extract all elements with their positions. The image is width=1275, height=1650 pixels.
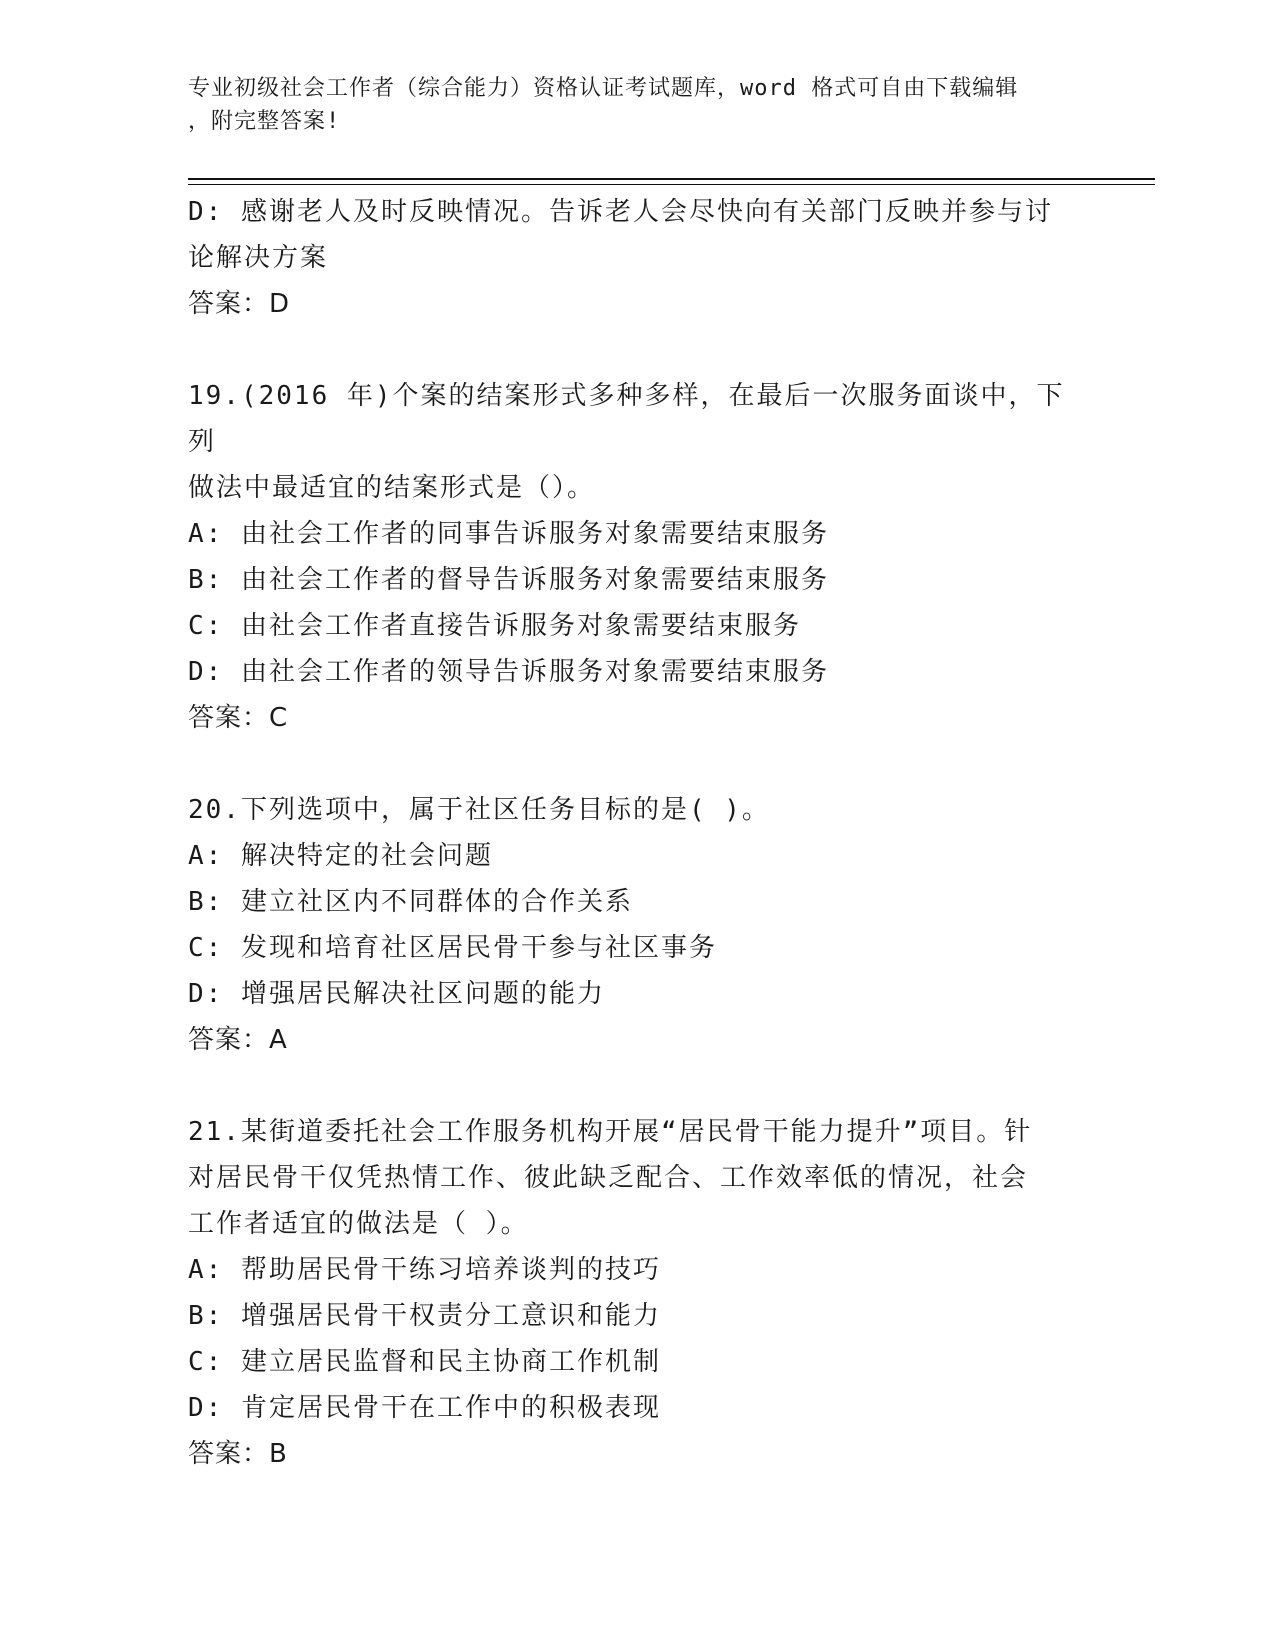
question-stem: 对居民骨干仅凭热情工作、彼此缺乏配合、工作效率低的情况，社会 <box>188 1163 1029 1193</box>
spacer <box>188 327 1088 373</box>
header-line-2: ，附完整答案! <box>188 109 341 134</box>
header-divider-thick <box>188 178 1155 180</box>
question-stem: 工作者适宜的做法是（ ）。 <box>188 1209 529 1239</box>
option-b: B: 增强居民骨干权责分工意识和能力 <box>188 1301 661 1331</box>
spacer <box>188 1063 1088 1109</box>
header-divider-thin <box>188 184 1155 185</box>
option-d: D: 增强居民解决社区问题的能力 <box>188 979 605 1009</box>
option-d: D: 感谢老人及时反映情况。告诉老人会尽快向有关部门反映并参与讨 <box>188 197 1053 227</box>
option-b: B: 建立社区内不同群体的合作关系 <box>188 887 633 917</box>
option-b: B: 由社会工作者的督导告诉服务对象需要结束服务 <box>188 565 829 595</box>
question-stem: 做法中最适宜的结案形式是（）。 <box>188 473 596 503</box>
option-a: A: 帮助居民骨干练习培养谈判的技巧 <box>188 1255 661 1285</box>
question-19 <box>188 373 1088 741</box>
spacer <box>188 741 1088 787</box>
question-21 <box>188 1109 1088 1477</box>
header-line-1: 专业初级社会工作者（综合能力）资格认证考试题库，word 格式可自由下载编辑 <box>188 76 1019 101</box>
option-c: C: 由社会工作者直接告诉服务对象需要结束服务 <box>188 611 801 641</box>
answer-line: 答案：A <box>188 1025 288 1055</box>
option-d: D: 肯定居民骨干在工作中的积极表现 <box>188 1393 661 1423</box>
option-a: A: 解决特定的社会问题 <box>188 841 493 871</box>
answer-line: 答案：D <box>188 289 291 319</box>
document-header <box>188 72 1068 138</box>
question-stem: 19.(2016 年)个案的结案形式多种多样，在最后一次服务面谈中，下列 <box>188 381 1065 457</box>
question-stem: 21.某街道委托社会工作服务机构开展“居民骨干能力提升”项目。针 <box>188 1117 1033 1147</box>
answer-line: 答案：B <box>188 1439 288 1469</box>
document-body <box>188 189 1088 1477</box>
previous-question-tail <box>188 189 1088 327</box>
option-c: C: 发现和培育社区居民骨干参与社区事务 <box>188 933 717 963</box>
option-a: A: 由社会工作者的同事告诉服务对象需要结束服务 <box>188 519 829 549</box>
answer-line: 答案：C <box>188 703 289 733</box>
option-d: D: 由社会工作者的领导告诉服务对象需要结束服务 <box>188 657 829 687</box>
option-d-continued: 论解决方案 <box>188 243 329 273</box>
option-c: C: 建立居民监督和民主协商工作机制 <box>188 1347 661 1377</box>
question-20 <box>188 787 1088 1063</box>
question-stem: 20.下列选项中，属于社区任务目标的是( )。 <box>188 795 770 825</box>
